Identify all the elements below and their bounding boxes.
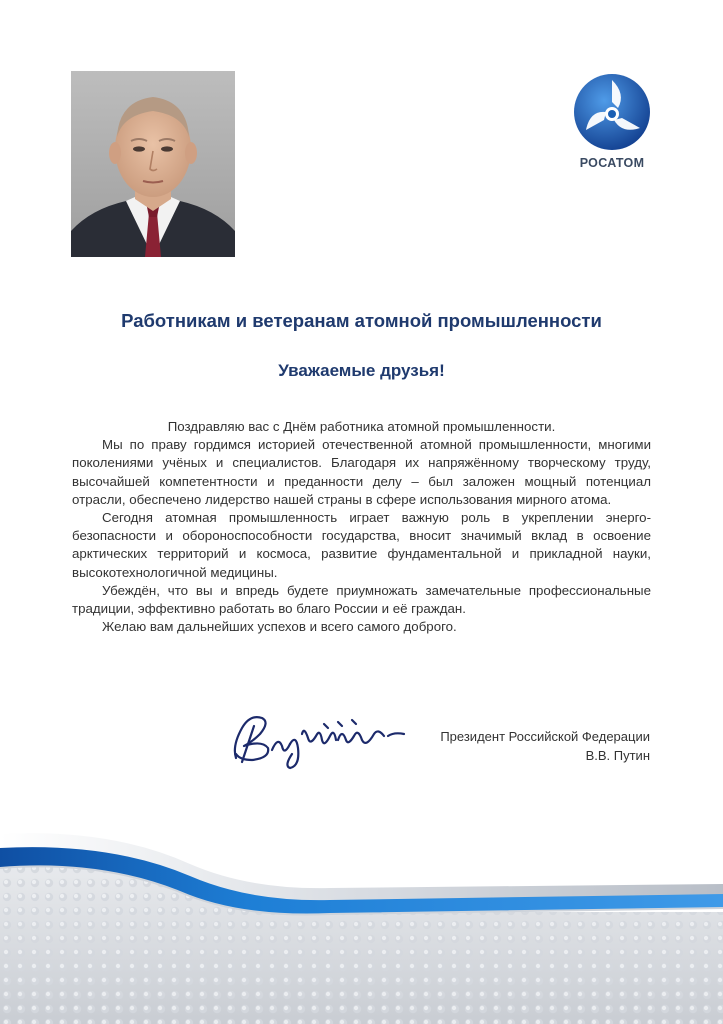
signer-block [400,727,650,765]
signer-position: Президент Российской Федерации [440,729,650,744]
paragraph-5: Желаю вам дальнейших успехов и всего самого доброго. [102,619,457,635]
paragraph-2: Мы по праву гордимся историей отечественной атомной промышленности, многими поколениями учёных и специалистов. Благодаря их напряжённому творческому труду, высочайшей компетентности и преданности делу – был заложен мощный потенциал отрасли, обеспечено лидерство нашей страны в сфере использования мирного атома. [72,437,651,507]
letter-greeting: Уважаемые друзья! [278,361,445,380]
decorative-footer [0,820,723,1024]
logo-text: РОСАТОМ [579,156,645,170]
handwritten-signature [228,706,410,770]
letter-title: Работникам и ветеранам атомной промышленности [121,310,602,331]
paragraph-1: Поздравляю вас с Днём работника атомной промышленности. [167,419,556,434]
paragraph-3: Сегодня атомная промышленность играет важную роль в укреплении энергобезопасности и обороноспособности государства, вносит значимый вклад в освоение арктических территорий и космоса, развитие фундаментальной и прикладной науки, высокотехнологичной медицины. [72,510,651,580]
signer-name: В.В. Путин [585,748,650,763]
rosatom-logo-icon [572,72,652,152]
rosatom-logo [572,72,652,172]
letter-body [72,418,651,636]
paragraph-4: Убеждён, что вы и впредь будете приумножать замечательные профессиональные традиции, эффективно работать во благо России и её граждан. [72,582,651,617]
president-portrait [71,71,235,257]
